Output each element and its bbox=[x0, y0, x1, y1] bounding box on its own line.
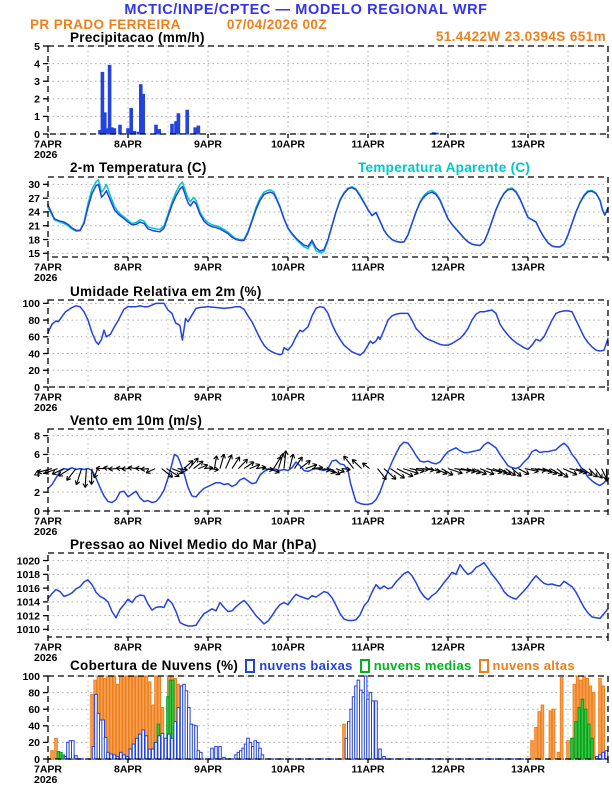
precipitation-title: Precipitacao (mm/h) bbox=[70, 30, 205, 45]
legend-label-baixas: nuvens baixas bbox=[259, 658, 353, 673]
svg-text:7APR: 7APR bbox=[34, 391, 63, 404]
svg-text:13APR: 13APR bbox=[511, 138, 545, 151]
legend-label-medias: nuvens medias bbox=[373, 658, 472, 673]
svg-text:2: 2 bbox=[34, 93, 40, 106]
temp-panel bbox=[28, 177, 608, 284]
svg-text:12APR: 12APR bbox=[431, 391, 465, 404]
apparent-temperature-title: Temperatura Aparente (C) bbox=[358, 160, 531, 175]
svg-text:1: 1 bbox=[34, 111, 40, 124]
svg-text:0: 0 bbox=[34, 128, 40, 141]
svg-text:6: 6 bbox=[34, 449, 40, 462]
clouds-panel bbox=[22, 671, 608, 786]
svg-text:1014: 1014 bbox=[16, 596, 40, 609]
svg-text:18: 18 bbox=[28, 234, 40, 247]
svg-text:2026: 2026 bbox=[34, 272, 58, 284]
clouds-title: Cobertura de Nuvens (%) bbox=[70, 658, 239, 673]
svg-text:13APR: 13APR bbox=[511, 391, 545, 404]
svg-text:11APR: 11APR bbox=[351, 515, 385, 528]
pressure-title: Pressao ao Nivel Medio do Mar (hPa) bbox=[70, 537, 317, 552]
svg-text:21: 21 bbox=[28, 220, 40, 233]
svg-text:10APR: 10APR bbox=[271, 261, 305, 274]
svg-text:1010: 1010 bbox=[16, 624, 40, 637]
svg-text:11APR: 11APR bbox=[351, 641, 385, 654]
svg-text:15: 15 bbox=[28, 248, 40, 261]
svg-text:40: 40 bbox=[28, 348, 40, 361]
svg-text:27: 27 bbox=[28, 192, 40, 205]
svg-text:9APR: 9APR bbox=[193, 763, 223, 776]
svg-text:13APR: 13APR bbox=[511, 261, 545, 274]
svg-text:1016: 1016 bbox=[16, 582, 40, 595]
svg-text:10APR: 10APR bbox=[271, 515, 305, 528]
svg-text:12APR: 12APR bbox=[431, 515, 465, 528]
svg-text:8APR: 8APR bbox=[113, 138, 143, 151]
svg-text:12APR: 12APR bbox=[431, 138, 465, 151]
svg-text:11APR: 11APR bbox=[351, 391, 385, 404]
svg-text:9APR: 9APR bbox=[193, 261, 223, 274]
svg-text:5: 5 bbox=[34, 40, 40, 53]
legend-label-altas: nuvens altas bbox=[492, 658, 575, 673]
svg-text:100: 100 bbox=[22, 670, 40, 683]
svg-text:9APR: 9APR bbox=[193, 391, 223, 404]
svg-text:4: 4 bbox=[34, 58, 40, 71]
model-title: MCTIC/INPE/CPTEC — MODELO REGIONAL WRF bbox=[124, 2, 488, 18]
svg-text:8APR: 8APR bbox=[113, 515, 143, 528]
svg-text:2026: 2026 bbox=[34, 652, 58, 664]
svg-text:0: 0 bbox=[34, 505, 40, 518]
line-Temperatura-Aparente-(C) bbox=[48, 180, 608, 253]
svg-text:10APR: 10APR bbox=[271, 763, 305, 776]
svg-text:8APR: 8APR bbox=[113, 763, 143, 776]
svg-text:1018: 1018 bbox=[16, 569, 40, 582]
svg-text:9APR: 9APR bbox=[193, 641, 223, 654]
svg-text:7APR: 7APR bbox=[34, 763, 63, 776]
svg-text:11APR: 11APR bbox=[351, 261, 385, 274]
svg-text:1020: 1020 bbox=[16, 555, 40, 568]
station-coordinates: 51.4422W 23.0394S 651m bbox=[435, 29, 606, 44]
svg-text:30: 30 bbox=[28, 179, 40, 192]
svg-text:8: 8 bbox=[34, 430, 40, 443]
svg-text:8APR: 8APR bbox=[113, 391, 143, 404]
svg-text:24: 24 bbox=[28, 206, 40, 219]
svg-text:7APR: 7APR bbox=[34, 641, 63, 654]
svg-text:7APR: 7APR bbox=[34, 261, 63, 274]
svg-text:20: 20 bbox=[28, 365, 40, 378]
svg-text:20: 20 bbox=[28, 737, 40, 750]
svg-text:4: 4 bbox=[34, 468, 40, 481]
svg-text:9APR: 9APR bbox=[193, 138, 223, 151]
svg-text:2026: 2026 bbox=[34, 402, 58, 414]
svg-text:12APR: 12APR bbox=[431, 763, 465, 776]
svg-text:1012: 1012 bbox=[16, 610, 40, 623]
svg-text:2026: 2026 bbox=[34, 149, 58, 161]
svg-text:0: 0 bbox=[34, 753, 40, 766]
humidity-title: Umidade Relativa em 2m (%) bbox=[70, 284, 262, 299]
svg-text:100: 100 bbox=[22, 298, 40, 311]
run-datetime: 07/04/2026 00Z bbox=[226, 16, 327, 32]
svg-text:7APR: 7APR bbox=[34, 515, 63, 528]
svg-text:80: 80 bbox=[28, 687, 40, 700]
svg-text:7APR: 7APR bbox=[34, 138, 63, 151]
svg-text:80: 80 bbox=[28, 314, 40, 327]
svg-text:0: 0 bbox=[34, 381, 40, 394]
svg-text:3: 3 bbox=[34, 76, 40, 88]
svg-text:40: 40 bbox=[28, 720, 40, 733]
svg-text:11APR: 11APR bbox=[351, 138, 385, 151]
svg-text:10APR: 10APR bbox=[271, 391, 305, 404]
svg-text:60: 60 bbox=[28, 704, 40, 716]
wind-panel bbox=[34, 429, 609, 538]
svg-text:2026: 2026 bbox=[34, 774, 58, 786]
svg-text:60: 60 bbox=[28, 331, 40, 344]
station-name: PR PRADO FERREIRA bbox=[30, 16, 181, 32]
line-2-m-Temperatura-(C) bbox=[48, 184, 608, 251]
press-panel bbox=[17, 553, 608, 664]
svg-text:12APR: 12APR bbox=[431, 641, 465, 654]
svg-text:2: 2 bbox=[34, 486, 40, 499]
series-precipitacao bbox=[99, 65, 438, 134]
temperature-title: 2-m Temperatura (C) bbox=[70, 160, 207, 175]
wind-arrows bbox=[38, 451, 610, 488]
svg-text:2026: 2026 bbox=[34, 526, 58, 538]
svg-text:10APR: 10APR bbox=[271, 641, 305, 654]
humid-panel bbox=[22, 298, 608, 414]
svg-text:13APR: 13APR bbox=[511, 641, 545, 654]
svg-text:9APR: 9APR bbox=[193, 515, 223, 528]
svg-text:13APR: 13APR bbox=[511, 763, 545, 776]
svg-text:8APR: 8APR bbox=[113, 261, 143, 274]
svg-text:13APR: 13APR bbox=[511, 515, 545, 528]
svg-text:8APR: 8APR bbox=[113, 641, 143, 654]
svg-text:10APR: 10APR bbox=[271, 138, 305, 151]
svg-text:12APR: 12APR bbox=[431, 261, 465, 274]
wind-title: Vento em 10m (m/s) bbox=[70, 413, 203, 428]
svg-text:11APR: 11APR bbox=[351, 763, 385, 776]
precip-panel bbox=[34, 41, 608, 161]
